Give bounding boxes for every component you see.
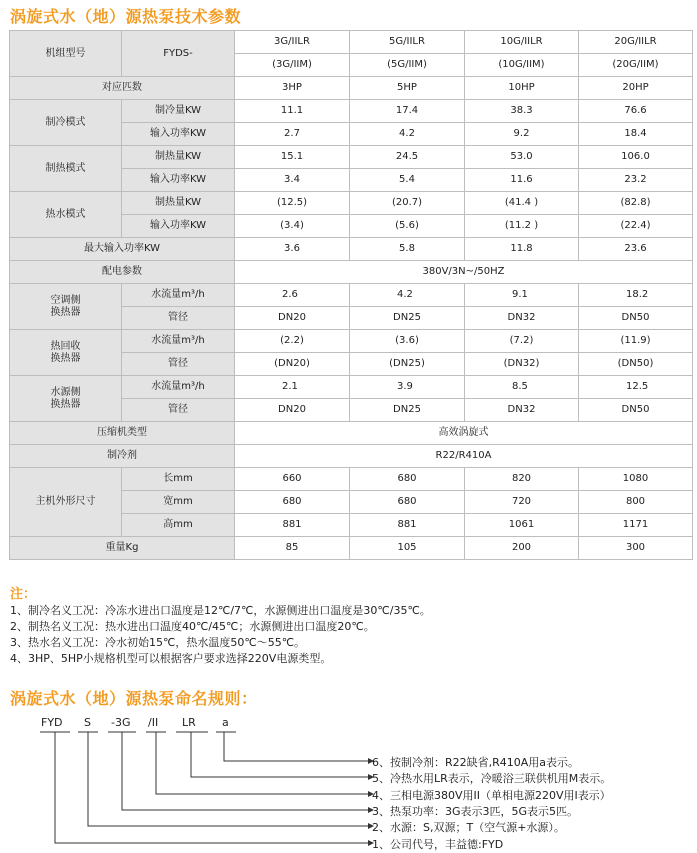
- cell-value: 380V/3N~/50HZ: [235, 261, 693, 284]
- naming-rule-item: 6、按制冷剂：R22缺省,R410A用a表示。: [372, 756, 580, 769]
- sub-label: 水流量m³/h: [122, 376, 235, 399]
- cell-value: 18.4: [579, 123, 693, 146]
- model-bottom: (20G/IIM): [579, 54, 693, 77]
- sub-label: 输入功率KW: [122, 169, 235, 192]
- sub-label: 管径: [122, 399, 235, 422]
- row-label: 重量Kg: [10, 537, 235, 560]
- cell-value: 200: [465, 537, 579, 560]
- cell-value: 881: [235, 514, 350, 537]
- cell-value: 3HP: [235, 77, 350, 100]
- notes-heading: 注：: [10, 587, 37, 602]
- cell-value: 720: [465, 491, 579, 514]
- cell-value: DN25: [350, 399, 465, 422]
- cell-value: (2.2): [235, 330, 350, 353]
- sub-label: 输入功率KW: [122, 215, 235, 238]
- row-label: 对应匹数: [10, 77, 235, 100]
- cell-value: 9.2: [465, 123, 579, 146]
- cell-value: (12.5): [235, 192, 350, 215]
- cell-value: DN25: [350, 307, 465, 330]
- cell-value: 10HP: [465, 77, 579, 100]
- cell-value: (11.2 ): [465, 215, 579, 238]
- leader-line-2: [88, 732, 368, 826]
- cell-value: 76.6: [579, 100, 693, 123]
- note-item: 1、制冷名义工况：冷冻水进出口温度是12℃/7℃，水源侧进出口温度是30℃/35℃。: [10, 604, 431, 617]
- model-prefix: FYDS-: [122, 31, 235, 77]
- cell-value: 106.0: [579, 146, 693, 169]
- sub-label: 高mm: [122, 514, 235, 537]
- cell-value: (11.9): [579, 330, 693, 353]
- cell-value: 23.2: [579, 169, 693, 192]
- cell-value: (3.6): [350, 330, 465, 353]
- cell-value: DN32: [465, 307, 579, 330]
- row-label: 配电参数: [10, 261, 235, 284]
- model-top: 20G/IILR: [579, 31, 693, 54]
- cell-value: 881: [350, 514, 465, 537]
- cell-value: 53.0: [465, 146, 579, 169]
- cell-value: (22.4): [579, 215, 693, 238]
- model-bottom: (5G/IIM): [350, 54, 465, 77]
- cell-value: 1080: [579, 468, 693, 491]
- cell-value: 5.4: [350, 169, 465, 192]
- leader-line-5: [191, 732, 368, 777]
- cell-value: 4.2: [350, 123, 465, 146]
- cell-value: 680: [235, 491, 350, 514]
- sub-label: 宽mm: [122, 491, 235, 514]
- cell-value: 9.1: [465, 284, 579, 307]
- cell-value: 24.5: [350, 146, 465, 169]
- group-label: 制冷模式: [10, 100, 122, 146]
- code-part: /II: [148, 716, 159, 729]
- cell-value: 5.8: [350, 238, 465, 261]
- sub-label: 制热量KW: [122, 192, 235, 215]
- sub-label: 管径: [122, 353, 235, 376]
- sub-label: 水流量m³/h: [122, 284, 235, 307]
- code-part: -3G: [111, 716, 131, 729]
- cell-value: 4.2: [350, 284, 465, 307]
- cell-value: 3.4: [235, 169, 350, 192]
- cell-value: 18.2: [579, 284, 693, 307]
- leader-line-6: [224, 732, 368, 761]
- sub-label: 长mm: [122, 468, 235, 491]
- cell-value: 11.8: [465, 238, 579, 261]
- cell-value: 12.5: [579, 376, 693, 399]
- cell-value: 20HP: [579, 77, 693, 100]
- model-top: 3G/IILR: [235, 31, 350, 54]
- cell-value: (DN20): [235, 353, 350, 376]
- model-bottom: (3G/IIM): [235, 54, 350, 77]
- cell-value: 5HP: [350, 77, 465, 100]
- sub-label: 输入功率KW: [122, 123, 235, 146]
- cell-value: (7.2): [465, 330, 579, 353]
- model-label: 机组型号: [10, 31, 122, 77]
- note-item: 2、制热名义工况：热水进出口温度40℃/45℃；水源侧进出口温度20℃。: [10, 620, 375, 633]
- cell-value: DN50: [579, 399, 693, 422]
- cell-value: DN20: [235, 307, 350, 330]
- group-label-line: 换热器: [50, 352, 81, 364]
- cell-value: 2.1: [235, 376, 350, 399]
- cell-value: 17.4: [350, 100, 465, 123]
- code-part: LR: [182, 716, 196, 729]
- cell-value: 2.6: [235, 284, 350, 307]
- naming-rule-item: 5、冷热水用LR表示，冷暖浴三联供机用M表示。: [372, 772, 612, 785]
- cell-value: (5.6): [350, 215, 465, 238]
- code-part: FYD: [41, 716, 63, 729]
- naming-rule-item: 3、热泵功率：3G表示3匹，5G表示5匹。: [372, 805, 579, 818]
- sub-label: 制热量KW: [122, 146, 235, 169]
- group-label: 热水模式: [10, 192, 122, 238]
- leader-line-4: [156, 732, 368, 794]
- note-item: 4、3HP、5HP小规格机型可以根据客户要求选择220V电源类型。: [10, 652, 332, 665]
- cell-value: (20.7): [350, 192, 465, 215]
- cell-value: 高效涡旋式: [235, 422, 693, 445]
- cell-value: DN20: [235, 399, 350, 422]
- cell-value: (82.8): [579, 192, 693, 215]
- row-label: 压缩机类型: [10, 422, 235, 445]
- leader-line-3: [122, 732, 368, 810]
- code-part: a: [222, 716, 229, 729]
- sub-label: 管径: [122, 307, 235, 330]
- model-top: 10G/IILR: [465, 31, 579, 54]
- row-label: 最大输入功率KW: [10, 238, 235, 261]
- group-label: 主机外形尺寸: [10, 468, 122, 537]
- cell-value: DN50: [579, 307, 693, 330]
- cell-value: DN32: [465, 399, 579, 422]
- cell-value: (DN50): [579, 353, 693, 376]
- sub-label: 水流量m³/h: [122, 330, 235, 353]
- naming-rule-item: 2、水源：S,双源；T（空气源+水源）。: [372, 821, 565, 834]
- cell-value: 3.6: [235, 238, 350, 261]
- cell-value: 1061: [465, 514, 579, 537]
- cell-value: 105: [350, 537, 465, 560]
- cell-value: 300: [579, 537, 693, 560]
- group-label-line: 换热器: [50, 398, 81, 410]
- naming-rule-item: 4、三相电源380V用II（单相电源220V用I表示）: [372, 789, 611, 802]
- cell-value: 820: [465, 468, 579, 491]
- note-item: 3、热水名义工况：冷水初始15℃，热水温度50℃～55℃。: [10, 636, 306, 649]
- cell-value: 1171: [579, 514, 693, 537]
- cell-value: 38.3: [465, 100, 579, 123]
- group-label-line: 热回收: [50, 340, 81, 352]
- group-label-line: 空调侧: [50, 294, 81, 306]
- cell-value: 15.1: [235, 146, 350, 169]
- cell-value: 85: [235, 537, 350, 560]
- cell-value: 3.9: [350, 376, 465, 399]
- naming-title: 涡旋式水（地）源热泵命名规则：: [10, 689, 258, 708]
- code-part: S: [84, 716, 91, 729]
- cell-value: (3.4): [235, 215, 350, 238]
- cell-value: R22/R410A: [235, 445, 693, 468]
- cell-value: (DN25): [350, 353, 465, 376]
- model-bottom: (10G/IIM): [465, 54, 579, 77]
- cell-value: (DN32): [465, 353, 579, 376]
- cell-value: 680: [350, 468, 465, 491]
- cell-value: 660: [235, 468, 350, 491]
- cell-value: 2.7: [235, 123, 350, 146]
- page-title: 涡旋式水（地）源热泵技术参数: [10, 7, 242, 26]
- cell-value: 680: [350, 491, 465, 514]
- model-top: 5G/IILR: [350, 31, 465, 54]
- row-label: 制冷剂: [10, 445, 235, 468]
- cell-value: 800: [579, 491, 693, 514]
- group-label: 制热模式: [10, 146, 122, 192]
- group-label-line: 水源侧: [50, 386, 81, 398]
- cell-value: 11.6: [465, 169, 579, 192]
- cell-value: 23.6: [579, 238, 693, 261]
- naming-rule-item: 1、公司代号，丰益德:FYD: [372, 838, 504, 851]
- cell-value: (41.4 ): [465, 192, 579, 215]
- group-label-line: 换热器: [50, 306, 81, 318]
- cell-value: 11.1: [235, 100, 350, 123]
- sub-label: 制冷量KW: [122, 100, 235, 123]
- cell-value: 8.5: [465, 376, 579, 399]
